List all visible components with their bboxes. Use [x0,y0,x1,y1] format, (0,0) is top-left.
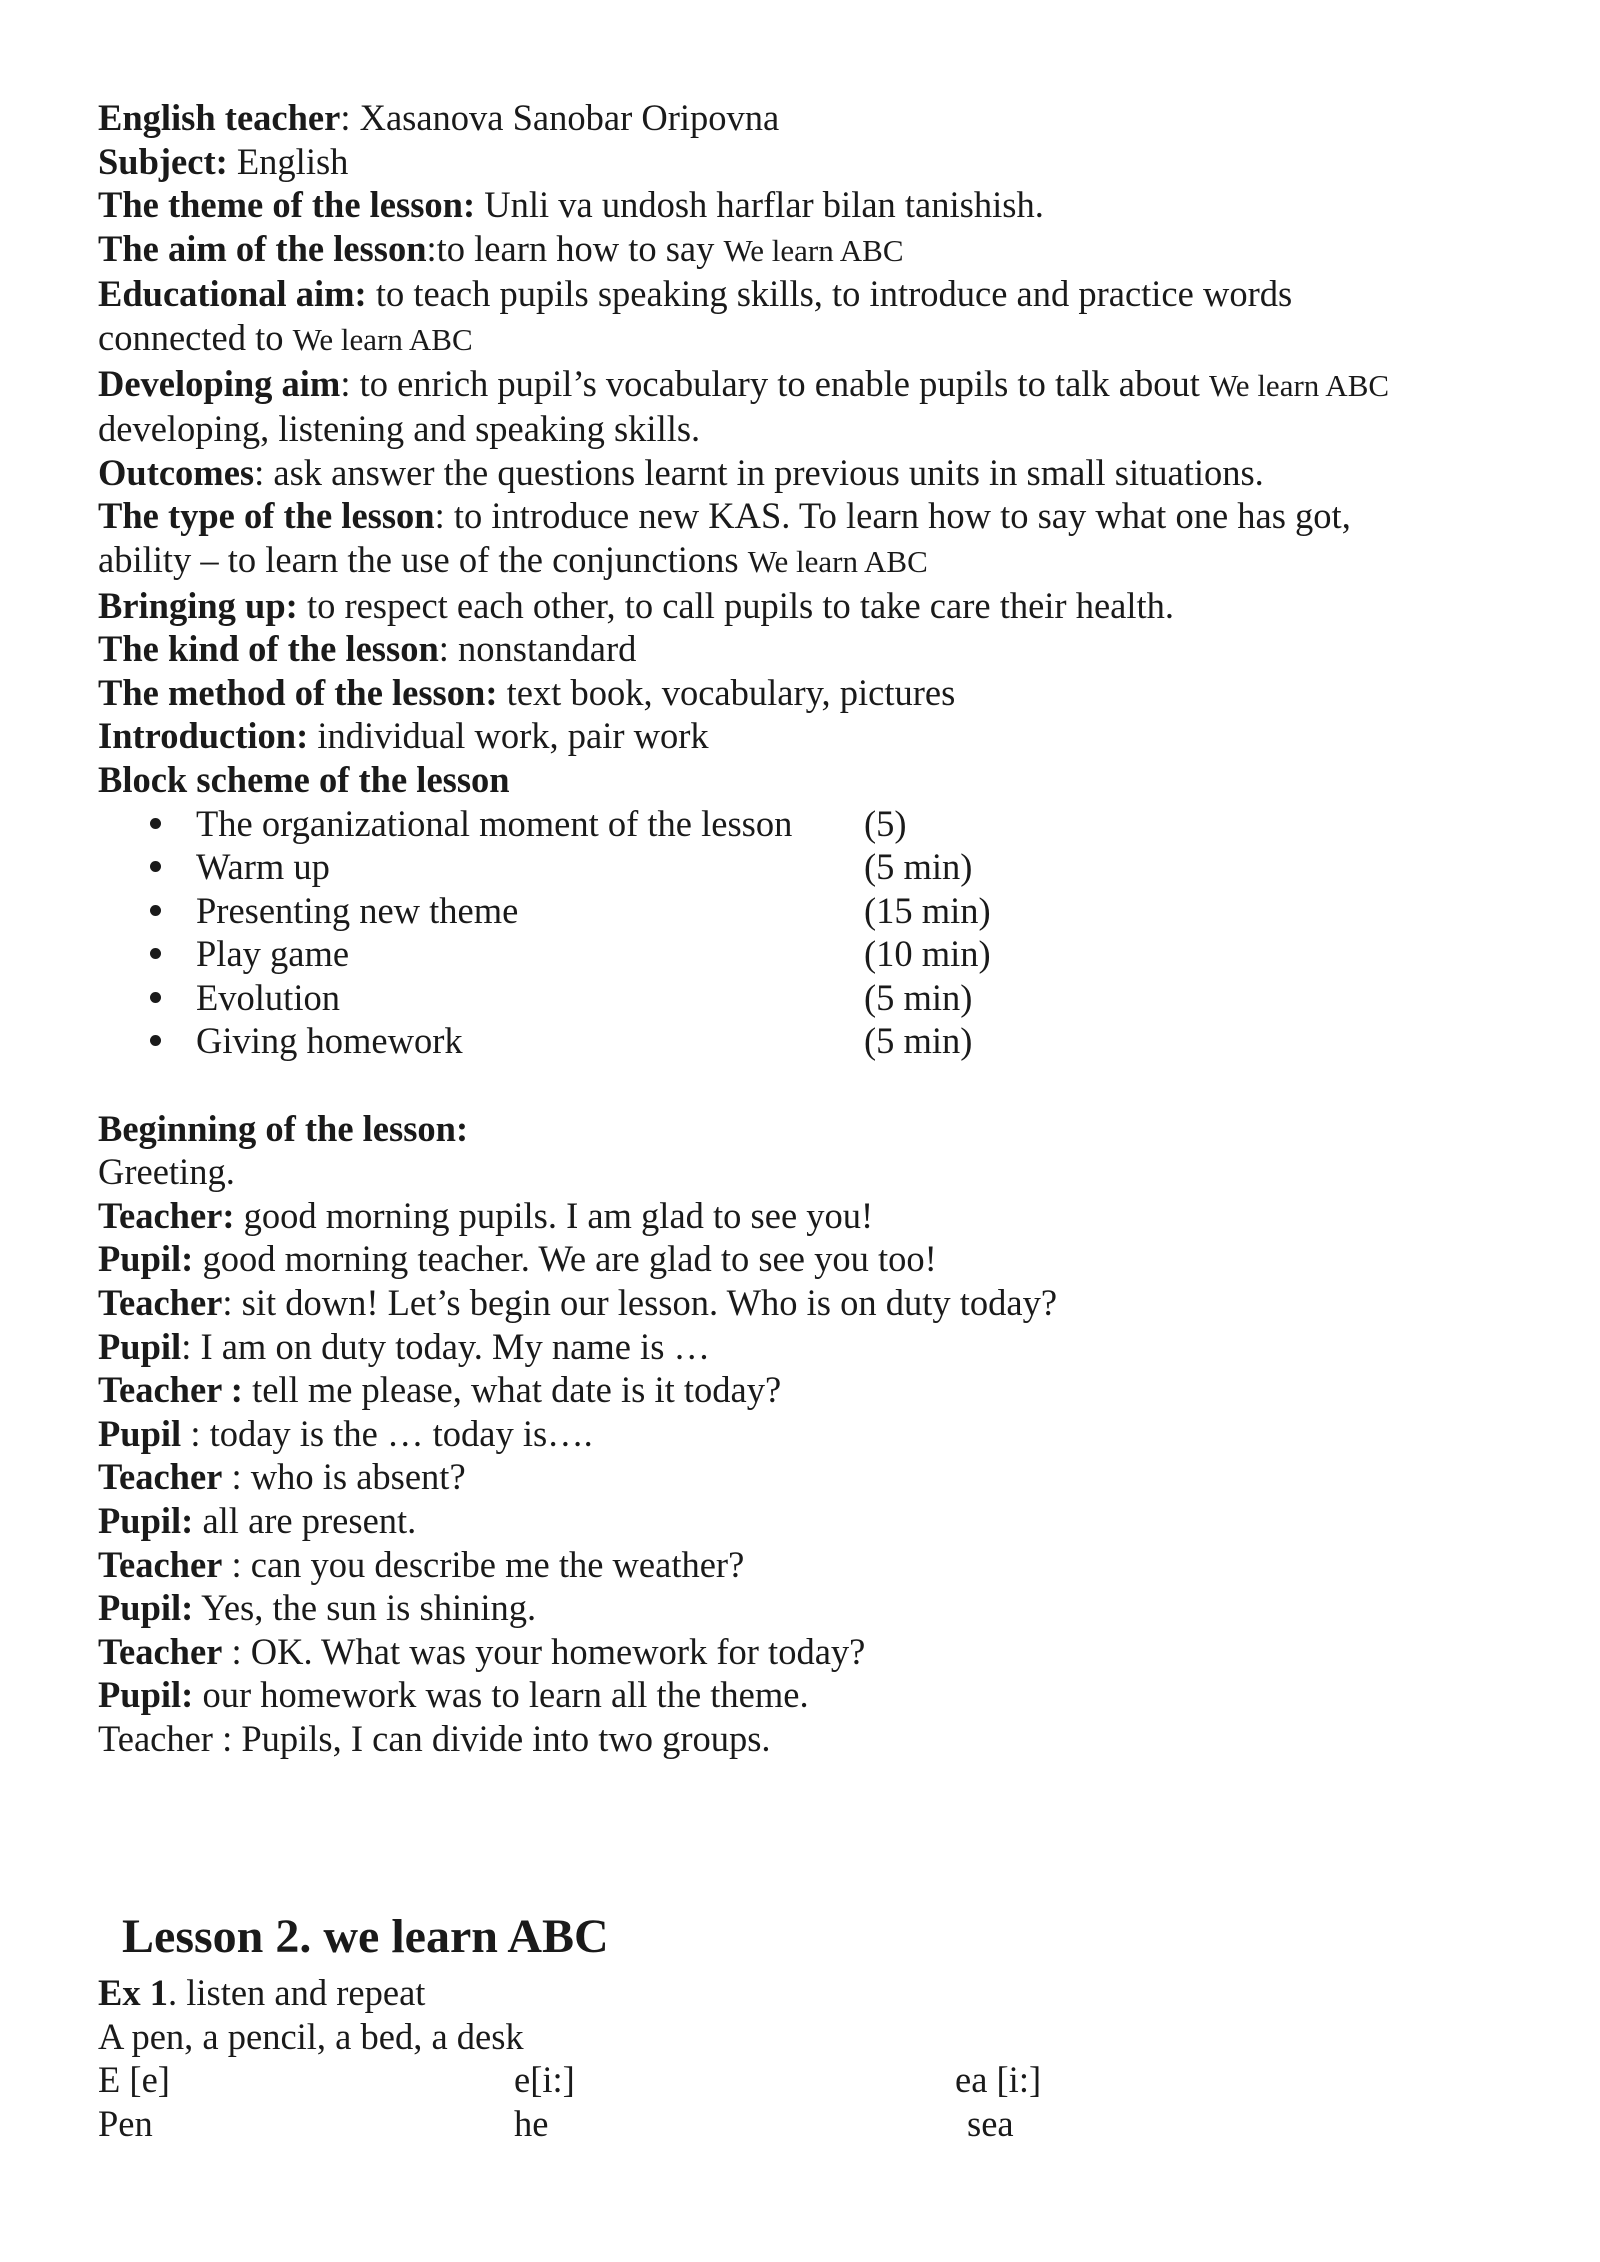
step-duration: (10 min) [864,933,991,975]
exercise-label: Ex 1 [98,1972,168,2013]
list-item [98,845,1518,889]
step-duration: (5) [864,802,907,844]
info-subject [98,140,1518,184]
info-small-text: We learn ABC [723,232,904,268]
info-small-text: We learn ABC [1209,367,1390,403]
utterance: : today is the … today is…. [181,1412,593,1454]
dialogue-line [98,1237,1518,1281]
info-teacher [98,96,1518,140]
dialogue [98,1194,1518,1761]
info-theme [98,183,1518,227]
info-text: to respect each other, to call pupils to take care their health. [297,584,1175,626]
dialogue-line [98,1673,1518,1717]
bullet-icon [150,948,161,959]
info-educational-aim [98,272,1518,316]
speaker: Pupil: [98,1238,194,1280]
utterance: : who is absent? [222,1456,466,1498]
step-name: Presenting new theme [196,889,519,931]
info-small-text: We learn ABC [747,543,928,579]
info-kind [98,627,1518,671]
speaker: Teacher [98,1543,223,1585]
dialogue-line [98,1281,1518,1325]
info-text: : to introduce new KAS. To learn how to say what one has got, [434,495,1351,537]
speaker: Pupil: [98,1500,194,1541]
info-text: to teach pupils speaking skills, to introduce and practice words [366,273,1293,315]
speaker: Teacher: [98,1194,235,1236]
step-name: The organizational moment of the lesson [196,802,793,844]
utterance: Teacher : Pupils, I can divide into two groups. [98,1717,771,1759]
list-item [98,802,1518,846]
block-scheme-list [98,802,1518,1064]
lesson-title: Lesson 2. we learn ABC [122,1910,609,1963]
info-outcomes [98,451,1518,495]
info-text: English [227,140,349,182]
info-text: connected to [98,316,293,358]
info-introduction [98,714,1518,758]
step-duration: (5 min) [864,1020,973,1062]
spacer [98,1063,1518,1107]
dialogue-line [98,1717,1518,1761]
dialogue-line [98,1412,1518,1456]
info-label: Educational aim: [98,273,367,315]
lesson-plan-body [98,96,1518,1761]
info-aim [98,227,1518,273]
list-item [98,889,1518,933]
info-text: Unli va undosh harflar bilan tanishish. [475,184,1044,226]
utterance: tell me please, what date is it today? [242,1369,782,1411]
utterance: Yes, the sun is shining. [193,1587,537,1629]
info-label: The method of the lesson: [98,671,498,713]
speaker: Teacher [98,1630,223,1672]
utterance: : can you describe me the weather? [222,1543,745,1585]
info-label: Introduction: [98,715,309,757]
speaker: Teacher [98,1456,223,1498]
utterance: : sit down! Let’s begin our lesson. Who is on duty today? [222,1282,1058,1324]
list-item [98,932,1518,976]
speaker: Teacher [98,1282,223,1324]
info-text: ability – to learn the use of the conjunctions [98,538,748,580]
info-label: The aim of the lesson [98,227,427,269]
dialogue-line [98,1499,1518,1543]
utterance: : OK. What was your homework for today? [222,1630,866,1672]
list-item [98,1019,1518,1063]
step-name: Evolution [196,976,340,1018]
greeting-text: Greeting. [98,1151,235,1193]
info-label: Bringing up: [98,584,298,626]
step-duration: (5 min) [864,976,973,1018]
info-educational-aim-cont [98,316,1518,362]
utterance: all are present. [193,1500,417,1541]
info-text: : nonstandard [438,628,637,670]
info-label: Developing aim [98,362,341,404]
info-text: developing, listening and speaking skills. [98,408,701,450]
speaker: Pupil [98,1325,182,1367]
bullet-icon [150,992,161,1003]
info-label: The theme of the lesson: [98,184,476,226]
sound-table [98,2058,1518,2145]
info-developing-aim-cont [98,407,1518,451]
step-name: Play game [196,933,350,975]
bullet-icon [150,818,161,829]
info-text: : ask answer the questions learnt in previous units in small situations. [254,451,1264,493]
dialogue-line [98,1543,1518,1587]
info-label: Subject: [98,140,228,182]
lesson-info [98,96,1518,758]
example-word: Pen [98,2102,153,2144]
info-text: text book, vocabulary, pictures [497,671,956,713]
exercise-words: A pen, a pencil, a bed, a desk [98,2015,524,2057]
dialogue-line [98,1194,1518,1238]
step-duration: (5 min) [864,846,973,888]
info-text: individual work, pair work [308,715,709,757]
dialogue-line [98,1630,1518,1674]
bullet-icon [150,905,161,916]
sound-e-short: E [e] [98,2059,170,2101]
utterance: good morning pupils. I am glad to see you! [234,1194,874,1236]
example-word: sea [967,2102,1014,2144]
info-label: English teacher [98,97,341,138]
sound-ea-long: ea [i:] [955,2059,1042,2101]
info-text: : to enrich pupil’s vocabulary to enable pupils to talk about [340,362,1210,404]
exercise-instruction: . listen and repeat [167,1972,426,2013]
speaker: Pupil [98,1412,182,1454]
list-item [98,976,1518,1020]
info-small-text: We learn ABC [292,321,473,357]
dialogue-line [98,1455,1518,1499]
example-word: he [514,2102,549,2144]
utterance: : I am on duty today. My name is … [181,1325,711,1367]
info-method [98,671,1518,715]
info-developing-aim [98,362,1518,408]
speaker: Pupil: [98,1674,194,1716]
info-text: :to learn how to say [426,227,724,269]
exercise-heading [98,1971,1518,2015]
info-label: The kind of the lesson [98,628,439,670]
step-name: Warm up [196,846,330,888]
dialogue-line [98,1325,1518,1369]
beginning-heading: Beginning of the lesson: [98,1107,469,1149]
block-scheme-heading: Block scheme of the lesson [98,758,510,800]
exercise-1 [98,1971,1518,2145]
dialogue-line [98,1368,1518,1412]
info-type [98,494,1518,538]
bullet-icon [150,861,161,872]
info-text: : Xasanova Sanobar Oripovna [340,97,780,138]
utterance: good morning teacher. We are glad to see you too! [193,1238,937,1280]
dialogue-line [98,1586,1518,1630]
speaker: Pupil: [98,1587,194,1629]
bullet-icon [150,1035,161,1046]
step-duration: (15 min) [864,889,991,931]
step-name: Giving homework [196,1020,463,1062]
info-label: Outcomes [98,451,255,493]
info-bringing-up [98,584,1518,628]
info-type-cont [98,538,1518,584]
info-label: The type of the lesson [98,495,435,537]
utterance: our homework was to learn all the theme. [193,1674,809,1716]
sound-e-long: e[i:] [514,2059,575,2101]
speaker: Teacher : [98,1369,243,1411]
